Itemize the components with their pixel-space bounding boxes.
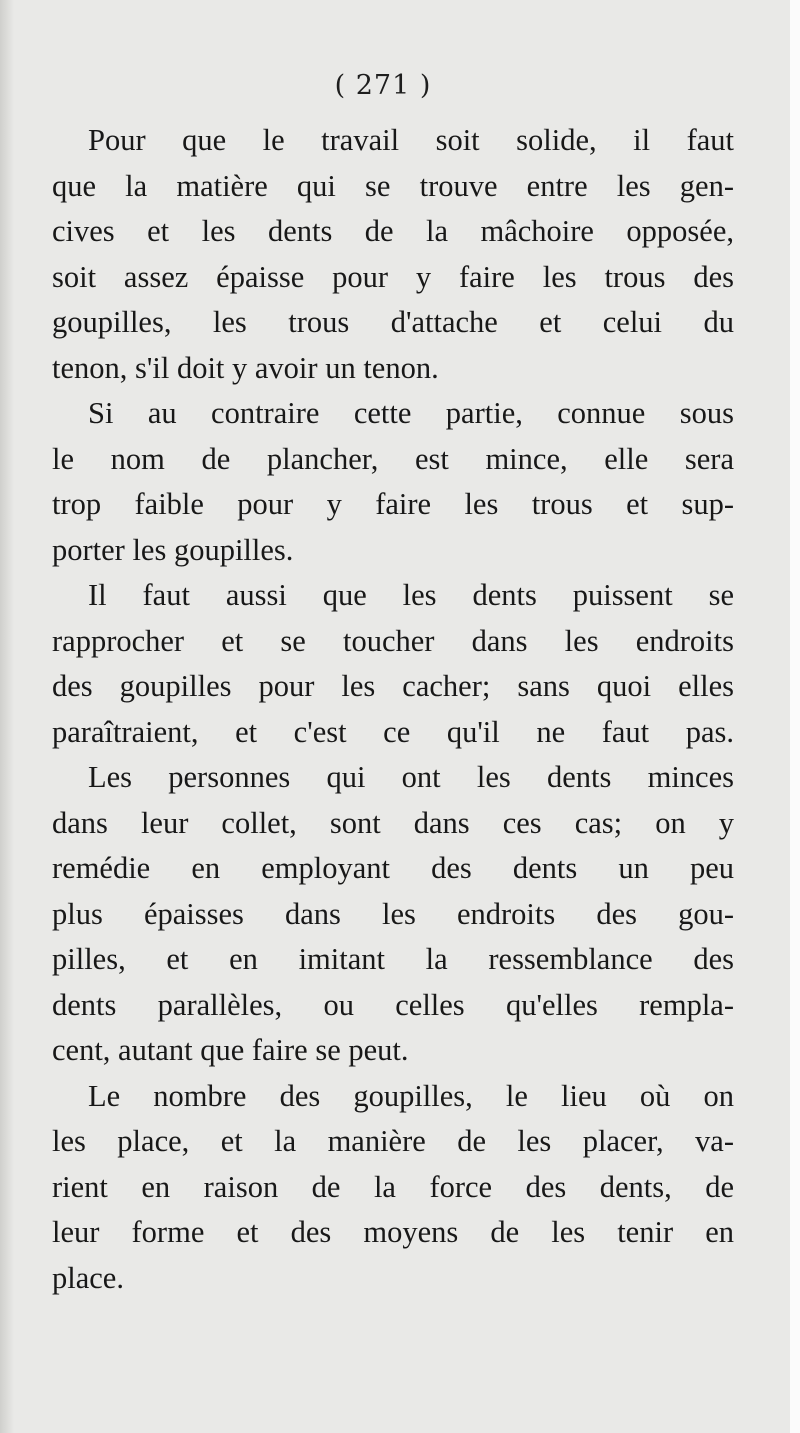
page-number: ( 271 ) (334, 70, 432, 101)
text-line: que la matière qui se trouve entre les gen- (52, 168, 734, 203)
text-line: plus épaisses dans les endroits des gou- (52, 896, 734, 931)
text-line: remédie en employant des dents un peu (52, 851, 734, 885)
text-line: porter les goupilles. (52, 532, 294, 567)
text-line: cent, autant que faire se peut. (52, 1033, 409, 1067)
text-line: rapprocher et se toucher dans les endroits (52, 623, 734, 658)
text-line: rient en raison de la force des dents, de (52, 1169, 734, 1204)
paragraph-4 (52, 755, 734, 1074)
paragraph-2 (52, 391, 734, 573)
text-line: tenon, s'il doit y avoir un tenon. (52, 350, 439, 385)
paragraph-5 (52, 1074, 734, 1302)
text-line: leur forme et des moyens de les tenir en (52, 1215, 734, 1249)
text-line: paraîtraient, et c'est ce qu'il ne faut pas. (52, 714, 734, 749)
text-line: Le nombre des goupilles, le lieu où on (88, 1078, 734, 1113)
text-line: les place, et la manière de les placer, va- (52, 1124, 734, 1158)
text-line: Les personnes qui ont les dents minces (88, 760, 734, 794)
text-line: place. (52, 1260, 124, 1295)
text-line: pilles, et en imitant la ressemblance des (52, 942, 734, 976)
text-line: des goupilles pour les cacher; sans quoi elles (52, 669, 734, 703)
text-line: trop faible pour y faire les trous et sup- (52, 487, 734, 521)
body-text (52, 118, 734, 1301)
text-line: Il faut aussi que les dents puissent se (88, 578, 734, 612)
text-line: soit assez épaisse pour y faire les trous des (52, 259, 734, 294)
text-line: goupilles, les trous d'attache et celui du (52, 305, 734, 339)
text-line: dents parallèles, ou celles qu'elles rempla- (52, 987, 734, 1022)
text-line: le nom de plancher, est mince, elle sera (52, 441, 734, 476)
text-line: cives et les dents de la mâchoire opposée, (52, 214, 734, 248)
paragraph-3 (52, 573, 734, 755)
text-line: dans leur collet, sont dans ces cas; on y (52, 805, 734, 840)
text-line: Pour que le travail soit solide, il faut (88, 123, 734, 157)
text-line: Si au contraire cette partie, connue sous (88, 396, 734, 430)
paragraph-1 (52, 118, 734, 391)
